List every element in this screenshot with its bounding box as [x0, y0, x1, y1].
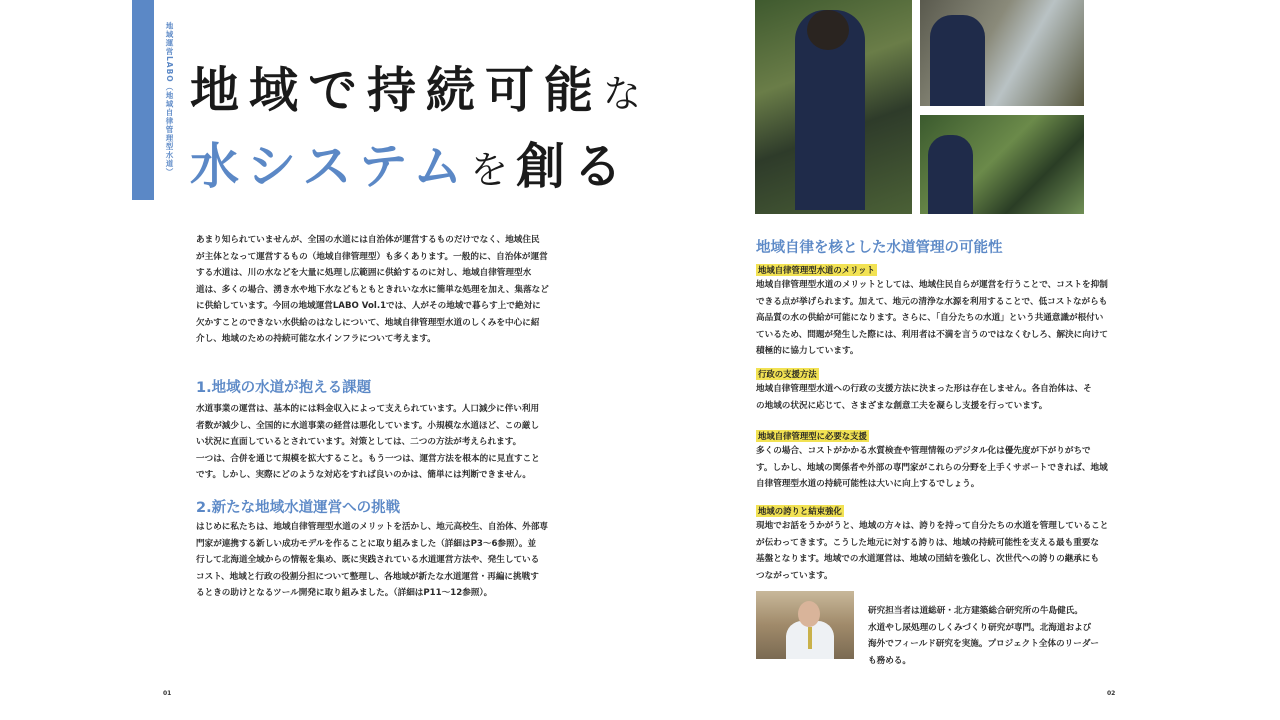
block-1-line: 地域自律管理型水道のメリットとしては、地域住民自らが運営を行うことで、コストを抑制: [756, 280, 1108, 290]
block-3-line: す。しかし、地域の関係者や外部の専門家がこれらの分野を上手くサポートできれば、地域: [756, 462, 1108, 473]
block-4-line: つながっています。: [756, 570, 833, 581]
block-2-tag: 行政の支援方法: [758, 369, 817, 379]
block-3-tag: 地域自律管理型に必要な支援: [758, 431, 867, 441]
block-4-tag: 地域の誇りと結束強化: [758, 506, 842, 516]
block-2-line: 地域自律管理型水道への行政の支援方法に決まった形は存在しません。各自治体は、そ: [756, 384, 1092, 394]
intro-line: あまり知られていませんが、全国の水道には自治体が運営するものだけでなく、地域住民: [196, 235, 540, 245]
title-line-2-particle: を: [470, 148, 517, 192]
block-1-tag: 地域自律管理型水道のメリット: [758, 265, 875, 275]
block-1-line: ているため、問題が発生した際には、利用者は不満を言うのではなくむしろ、解決に向けて: [756, 329, 1109, 340]
page-number-right: 02: [1107, 690, 1116, 697]
title-line-2-highlight: 水システム: [190, 138, 471, 195]
title-line-2-end: 創る: [516, 138, 631, 195]
series-label: 地域運営LABO（地域自律管理型水道）: [165, 22, 174, 177]
block-1-line: できる点が挙げられます。加えて、地元の清浄な水源を利用することで、低コストながらも: [756, 296, 1108, 307]
right-heading: 地域自律を核とした水道管理の可能性: [756, 240, 1003, 256]
researcher-caption: [868, 603, 1099, 669]
section-2-line: るときの助けとなるツール開発に取り組みました。（詳細はP11〜12参照）。: [196, 588, 493, 598]
block-1-line: 積極的に協力しています。: [756, 346, 859, 356]
section-1-line: 者数が減少し、全国的に水道事業の経営は悪化しています。小規模な水道ほど、この厳し: [196, 420, 540, 431]
intro-line: 介し、地域のための持続可能な水インフラについて考えます。: [196, 334, 436, 344]
section-1-line: 水道事業の運営は、基本的には料金収入によって支えられています。人口減少に伴い利用: [196, 404, 540, 414]
block-4-body: [756, 518, 1108, 584]
block-1-line: 高品質の水の供給が可能になります。さらに、「自分たちの水道」という共通意識が根付い: [756, 313, 1104, 323]
title-line-1: [190, 52, 651, 122]
photo-figure-head: [807, 10, 849, 50]
title-line-1-tail: な: [603, 72, 652, 116]
section-1-heading: 1.地域の水道が抱える課題: [196, 380, 372, 396]
portrait-tie: [808, 627, 812, 649]
intro-line: 道は、多くの場合、湧き水や地下水などもともときれいな水に簡単な処理を加え、集落など: [196, 284, 549, 295]
section-1-line: です。しかし、実際にどのような対応をすれば良いのかは、簡単には判断できません。: [196, 470, 531, 480]
section-1-line: い状況に直面しているとされています。対策としては、二つの方法が考えられます。: [196, 437, 522, 447]
portrait-head: [798, 601, 820, 627]
block-3-line: 自律管理型水道の持続可能性は大いに向上するでしょう。: [756, 479, 980, 489]
caption-line: も務める。: [868, 655, 911, 666]
researcher-portrait: [756, 591, 854, 659]
photo-figure: [928, 135, 973, 214]
block-3-body: [756, 443, 1108, 493]
block-2-body: [756, 381, 1092, 414]
caption-line: 海外でフィールド研究を実施。プロジェクト全体のリーダー: [868, 639, 1100, 649]
section-2-line: 門家が連携する新しい成功モデルを作ることに取り組みました（詳細はP3〜6参照）。並: [196, 538, 537, 549]
photo-field-survey: [920, 115, 1084, 214]
caption-line: 水道やし尿処理のしくみづくり研究が専門。北海道および: [868, 622, 1092, 633]
block-4-line: 基盤となります。地域での水道運営は、地域の団結を強化し、次世代への誇りの継承にも: [756, 554, 1100, 564]
photo-water-source: [920, 0, 1084, 106]
intro-line: に供給しています。今回の地域運営LABO Vol.1では、人がその地域で暮らす上で絶対に: [196, 301, 541, 311]
section-2-body: [196, 519, 548, 602]
section-1-line: 一つは、合併を通じて規模を拡大すること。もう一つは、運営方法を根本的に見直すこと: [196, 453, 540, 464]
section-2-line: はじめに私たちは、地域自律管理型水道のメリットを活かし、地元高校生、自治体、外部専: [196, 522, 549, 532]
intro-line: が主体となって運営するもの（地域自律管理型）も多くあります。一般的に、自治体が運営: [196, 251, 548, 262]
section-2-heading: 2.新たな地域水道運営への挑戦: [196, 500, 401, 516]
page-number-left: 01: [163, 690, 172, 697]
block-1-body: [756, 277, 1108, 360]
photo-student-drinking-water: [755, 0, 912, 214]
block-2-line: の地域の状況に応じて、さまざまな創意工夫を凝らし支援を行っています。: [756, 400, 1048, 411]
intro-line: 欠かすことのできない水供給のはなしについて、地域自律管理型水道のしくみを中心に紹: [196, 317, 540, 328]
accent-band: [132, 0, 154, 200]
section-2-line: コスト、地域と行政の役割分担について整理し、各地域が新たな水道運営・再編に挑戦す: [196, 571, 539, 582]
caption-line: 研究担当者は道総研・北方建築総合研究所の牛島健氏。: [868, 606, 1083, 616]
block-4-line: が伝わってきます。こうした地元に対する誇りは、地域の持続可能性を支える最も重要な: [756, 537, 1099, 548]
block-4-line: 現地でお話をうかがうと、地域の方々は、誇りを持って自分たちの水道を管理していること: [756, 521, 1109, 531]
title-line-1-main: 地域で持続可能: [190, 62, 604, 119]
photo-figure: [930, 15, 985, 106]
section-1-body: [196, 401, 540, 484]
section-2-line: 行して北海道全域からの情報を集め、既に実践されている水道運営方法や、発生している: [196, 555, 540, 565]
intro-line: する水道は、川の水などを大量に処理し広範囲に供給するのに対し、地域自律管理型水: [196, 268, 532, 278]
block-3-line: 多くの場合、コストがかかる水質検査や管理情報のデジタル化は優先度が下がりがちで: [756, 446, 1091, 456]
title-line-2: [190, 128, 630, 198]
intro-paragraph: [196, 232, 556, 348]
